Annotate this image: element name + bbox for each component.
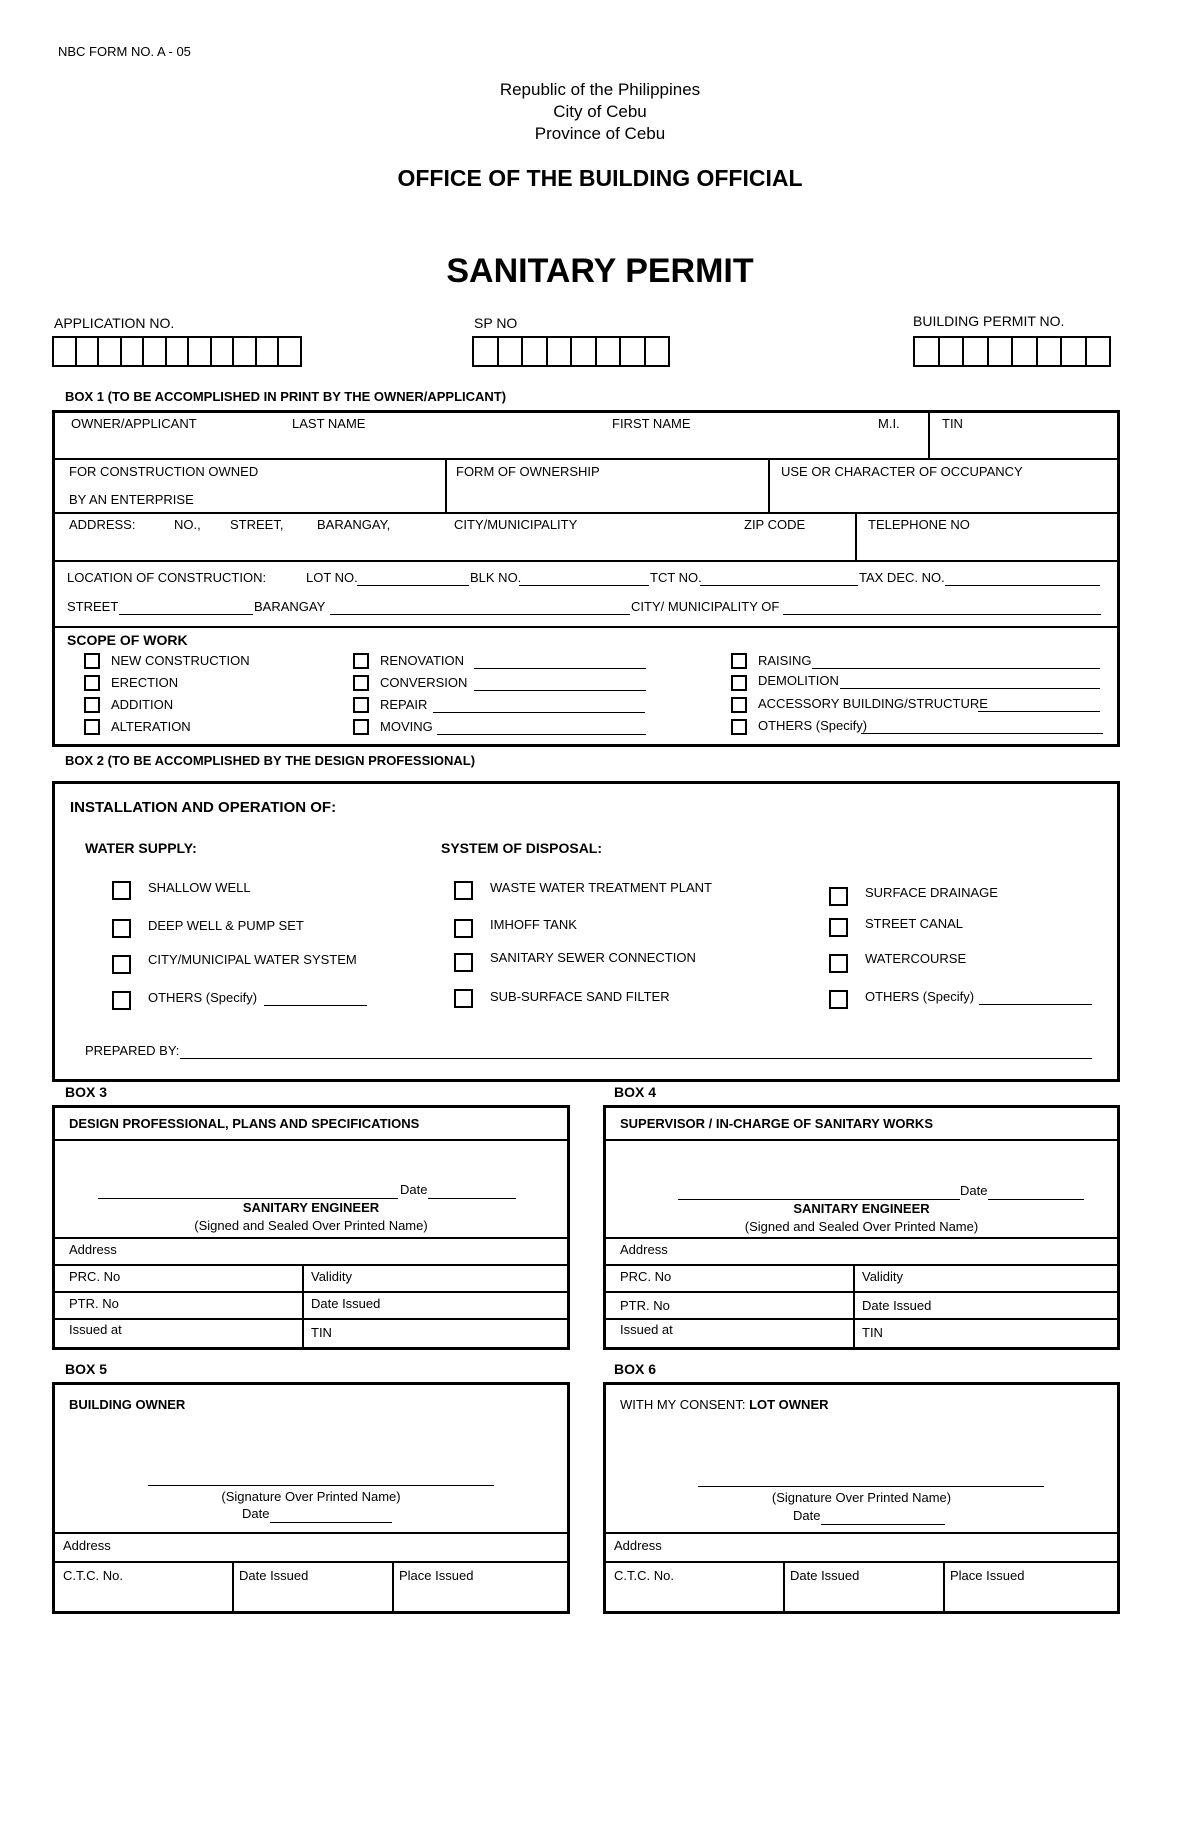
box2 — [52, 781, 1120, 1082]
box5 — [52, 1382, 570, 1614]
box1 — [52, 410, 1120, 747]
drainage-surface-checkbox[interactable] — [829, 887, 848, 906]
location-barangay-label: BARANGAY — [254, 599, 326, 614]
prepared-by-field[interactable] — [180, 1058, 1092, 1059]
location-street-field[interactable] — [119, 614, 253, 615]
installation-label: INSTALLATION AND OPERATION OF: — [70, 799, 337, 816]
drainage-others-field[interactable] — [979, 1004, 1092, 1005]
box4-date-issued-label: Date Issued — [862, 1298, 932, 1313]
tin-label: TIN — [942, 416, 963, 431]
scope-repair-label: REPAIR — [380, 697, 428, 712]
box6 — [603, 1382, 1120, 1614]
water-city-system-checkbox[interactable] — [112, 955, 131, 974]
scope-accessory-label: ACCESSORY BUILDING/STRUCTURE — [758, 696, 988, 711]
scope-demolition-checkbox[interactable] — [731, 675, 747, 691]
scope-conversion-checkbox[interactable] — [353, 675, 369, 691]
scope-conversion-label: CONVERSION — [380, 675, 468, 690]
box4-date-field[interactable] — [988, 1199, 1084, 1200]
disposal-wwtp-checkbox[interactable] — [454, 881, 473, 900]
street-label: STREET, — [230, 517, 284, 532]
scope-raising-checkbox[interactable] — [731, 653, 747, 669]
scope-renovation-label: RENOVATION — [380, 653, 465, 668]
box3-prc-label: PRC. No — [69, 1269, 121, 1284]
box3-label: BOX 3 — [65, 1084, 108, 1100]
scope-demolition-label: DEMOLITION — [758, 673, 839, 688]
box5-label: BOX 5 — [65, 1361, 108, 1377]
scope-moving-checkbox[interactable] — [353, 719, 369, 735]
disposal-wwtp-label: WASTE WATER TREATMENT PLANT — [490, 880, 712, 895]
disposal-sewer-checkbox[interactable] — [454, 953, 473, 972]
location-city-field[interactable] — [783, 614, 1101, 615]
box3-address-label: Address — [69, 1242, 117, 1257]
blk-no-field[interactable] — [519, 585, 649, 586]
scope-addition-label: ADDITION — [111, 697, 174, 712]
scope-erection-label: ERECTION — [111, 675, 179, 690]
box4-date-label: Date — [960, 1183, 988, 1198]
box4-signature-field[interactable] — [678, 1199, 960, 1200]
water-shallow-well-label: SHALLOW WELL — [148, 880, 251, 895]
lot-no-label: LOT NO. — [306, 570, 358, 585]
city-line: City of Cebu — [553, 102, 647, 121]
box6-place-issued-label: Place Issued — [950, 1568, 1025, 1583]
box3-validity-label: Validity — [311, 1269, 352, 1284]
box4 — [603, 1105, 1120, 1350]
box4-label: BOX 4 — [614, 1084, 657, 1100]
scope-accessory-field[interactable] — [978, 711, 1100, 712]
scope-repair-field[interactable] — [433, 712, 645, 713]
disposal-sewer-label: SANITARY SEWER CONNECTION — [490, 950, 696, 965]
prepared-by-label: PREPARED BY: — [85, 1043, 180, 1058]
water-shallow-well-checkbox[interactable] — [112, 881, 131, 900]
scope-addition-checkbox[interactable] — [84, 697, 100, 713]
box3 — [52, 1105, 570, 1350]
box6-signature-note: (Signature Over Printed Name) — [771, 1490, 952, 1505]
scope-accessory-checkbox[interactable] — [731, 697, 747, 713]
drainage-street-canal-checkbox[interactable] — [829, 918, 848, 937]
box3-date-issued-label: Date Issued — [311, 1296, 381, 1311]
box6-label: BOX 6 — [614, 1361, 657, 1377]
box3-signed-note: (Signed and Sealed Over Printed Name) — [194, 1218, 428, 1233]
location-street-label: STREET — [67, 599, 119, 614]
box6-signature-field[interactable] — [698, 1486, 1044, 1487]
scope-renovation-checkbox[interactable] — [353, 653, 369, 669]
building-permit-no-input[interactable] — [913, 336, 1111, 367]
barangay-label: BARANGAY, — [317, 517, 391, 532]
lot-no-field[interactable] — [357, 585, 469, 586]
box5-address-label: Address — [63, 1538, 111, 1553]
location-label: LOCATION OF CONSTRUCTION: — [67, 570, 267, 585]
box3-tin-label: TIN — [311, 1325, 332, 1340]
scope-of-work-label: SCOPE OF WORK — [67, 632, 188, 648]
zip-code-label: ZIP CODE — [744, 517, 806, 532]
republic-line: Republic of the Philippines — [499, 80, 701, 99]
building-permit-no-label: BUILDING PERMIT NO. — [913, 313, 1065, 329]
box5-place-issued-label: Place Issued — [399, 1568, 474, 1583]
scope-alteration-label: ALTERATION — [111, 719, 191, 734]
city-municipality-label: CITY/MUNICIPALITY — [454, 517, 578, 532]
tct-no-label: TCT NO. — [650, 570, 702, 585]
scope-raising-label: RAISING — [758, 653, 812, 668]
box4-tin-label: TIN — [862, 1325, 883, 1340]
disposal-imhoff-checkbox[interactable] — [454, 919, 473, 938]
mi-label: M.I. — [878, 416, 900, 431]
scope-raising-field[interactable] — [812, 668, 1100, 669]
drainage-street-canal-label: STREET CANAL — [865, 916, 964, 931]
box6-ctc-label: C.T.C. No. — [614, 1568, 674, 1583]
application-no-input[interactable] — [52, 336, 302, 367]
disposal-sand-filter-checkbox[interactable] — [454, 989, 473, 1008]
application-no-label: APPLICATION NO. — [54, 315, 175, 331]
sp-no-input[interactable] — [472, 336, 670, 367]
box4-address-label: Address — [620, 1242, 668, 1257]
box5-heading: BUILDING OWNER — [69, 1397, 186, 1412]
scope-erection-checkbox[interactable] — [84, 675, 100, 691]
box4-ptr-label: PTR. No — [620, 1298, 670, 1313]
disposal-imhoff-label: IMHOFF TANK — [490, 917, 577, 932]
box6-date-label: Date — [793, 1508, 821, 1523]
tct-no-field[interactable] — [700, 585, 858, 586]
box3-date-label: Date — [400, 1182, 428, 1197]
box5-signature-note: (Signature Over Printed Name) — [221, 1489, 401, 1504]
address-label: ADDRESS: — [69, 517, 136, 532]
form-of-ownership-label: FORM OF OWNERSHIP — [456, 464, 600, 479]
box3-ptr-label: PTR. No — [69, 1296, 119, 1311]
drainage-watercourse-checkbox[interactable] — [829, 954, 848, 973]
box4-prc-label: PRC. No — [620, 1269, 672, 1284]
telephone-no-label: TELEPHONE NO — [868, 517, 970, 532]
scope-conversion-field[interactable] — [474, 690, 646, 691]
scope-demolition-field[interactable] — [840, 688, 1100, 689]
box4-issued-at-label: Issued at — [620, 1322, 673, 1337]
water-city-system-label: CITY/MUNICIPAL WATER SYSTEM — [148, 952, 357, 967]
box6-date-field[interactable] — [821, 1524, 945, 1525]
scope-others-label: OTHERS (Specify) — [758, 718, 868, 733]
scope-others-checkbox[interactable] — [731, 719, 747, 735]
scope-alteration-checkbox[interactable] — [84, 719, 100, 735]
owner-applicant-label: OWNER/APPLICANT — [71, 416, 197, 431]
water-others-field[interactable] — [264, 1005, 367, 1006]
scope-repair-checkbox[interactable] — [353, 697, 369, 713]
scope-moving-label: MOVING — [380, 719, 433, 734]
scope-new-construction-checkbox[interactable] — [84, 653, 100, 669]
box5-date-label: Date — [242, 1506, 270, 1521]
box5-date-issued-label: Date Issued — [239, 1568, 309, 1583]
box6-heading — [620, 1397, 829, 1412]
sp-no-label: SP NO — [474, 315, 518, 331]
drainage-others-label: OTHERS (Specify) — [865, 989, 975, 1004]
box3-date-field[interactable] — [428, 1198, 516, 1199]
box4-heading: SUPERVISOR / IN-CHARGE OF SANITARY WORKS — [620, 1116, 933, 1131]
water-supply-label: WATER SUPPLY: — [85, 840, 197, 856]
location-city-label: CITY/ MUNICIPALITY OF — [631, 599, 780, 614]
no-label: NO., — [174, 517, 201, 532]
disposal-sand-filter-label: SUB-SURFACE SAND FILTER — [490, 989, 670, 1004]
box4-validity-label: Validity — [862, 1269, 903, 1284]
box5-ctc-label: C.T.C. No. — [63, 1568, 123, 1583]
box5-date-field[interactable] — [270, 1522, 392, 1523]
box6-date-issued-label: Date Issued — [790, 1568, 860, 1583]
water-deep-well-checkbox[interactable] — [112, 919, 131, 938]
for-construction-label: FOR CONSTRUCTION OWNED — [69, 464, 259, 479]
scope-new-construction-label: NEW CONSTRUCTION — [111, 653, 250, 668]
page-title: SANITARY PERMIT — [446, 252, 754, 290]
water-deep-well-label: DEEP WELL & PUMP SET — [148, 918, 304, 933]
last-name-label: LAST NAME — [292, 416, 366, 431]
location-barangay-field[interactable] — [330, 614, 630, 615]
first-name-label: FIRST NAME — [612, 416, 691, 431]
scope-others-field[interactable] — [861, 733, 1103, 734]
water-others-label: OTHERS (Specify) — [148, 990, 258, 1005]
drainage-others-checkbox[interactable] — [829, 990, 848, 1009]
scope-moving-field[interactable] — [437, 734, 646, 735]
box3-heading: DESIGN PROFESSIONAL, PLANS AND SPECIFICATIONS — [69, 1116, 420, 1131]
system-of-disposal-label: SYSTEM OF DISPOSAL: — [441, 840, 603, 856]
box4-engineer-title: SANITARY ENGINEER — [793, 1201, 930, 1216]
scope-renovation-field[interactable] — [474, 668, 646, 669]
province-line: Province of Cebu — [534, 124, 666, 143]
drainage-watercourse-label: WATERCOURSE — [865, 951, 967, 966]
box6-address-label: Address — [614, 1538, 662, 1553]
box3-signature-field[interactable] — [98, 1198, 398, 1199]
box3-issued-at-label: Issued at — [69, 1322, 122, 1337]
by-enterprise-label: BY AN ENTERPRISE — [69, 492, 194, 507]
form-number: NBC FORM NO. A - 05 — [58, 44, 191, 59]
drainage-surface-label: SURFACE DRAINAGE — [865, 885, 998, 900]
box6-lot-owner-label: LOT OWNER — [749, 1397, 829, 1412]
water-others-checkbox[interactable] — [112, 991, 131, 1010]
office-title: OFFICE OF THE BUILDING OFFICIAL — [397, 165, 803, 191]
tax-dec-no-label: TAX DEC. NO. — [859, 570, 945, 585]
box2-heading: BOX 2 (TO BE ACCOMPLISHED BY THE DESIGN PROFESSIONAL) — [65, 753, 476, 768]
box1-heading: BOX 1 (TO BE ACCOMPLISHED IN PRINT BY THE OWNER/APPLICANT) — [65, 389, 507, 404]
tax-dec-no-field[interactable] — [945, 585, 1100, 586]
box3-engineer-title: SANITARY ENGINEER — [242, 1200, 380, 1215]
box5-signature-field[interactable] — [148, 1485, 494, 1486]
box6-consent-label: WITH MY CONSENT: — [620, 1397, 746, 1412]
use-character-label: USE OR CHARACTER OF OCCUPANCY — [781, 464, 1023, 479]
box4-signed-note: (Signed and Sealed Over Printed Name) — [744, 1219, 979, 1234]
blk-no-label: BLK NO. — [470, 570, 522, 585]
